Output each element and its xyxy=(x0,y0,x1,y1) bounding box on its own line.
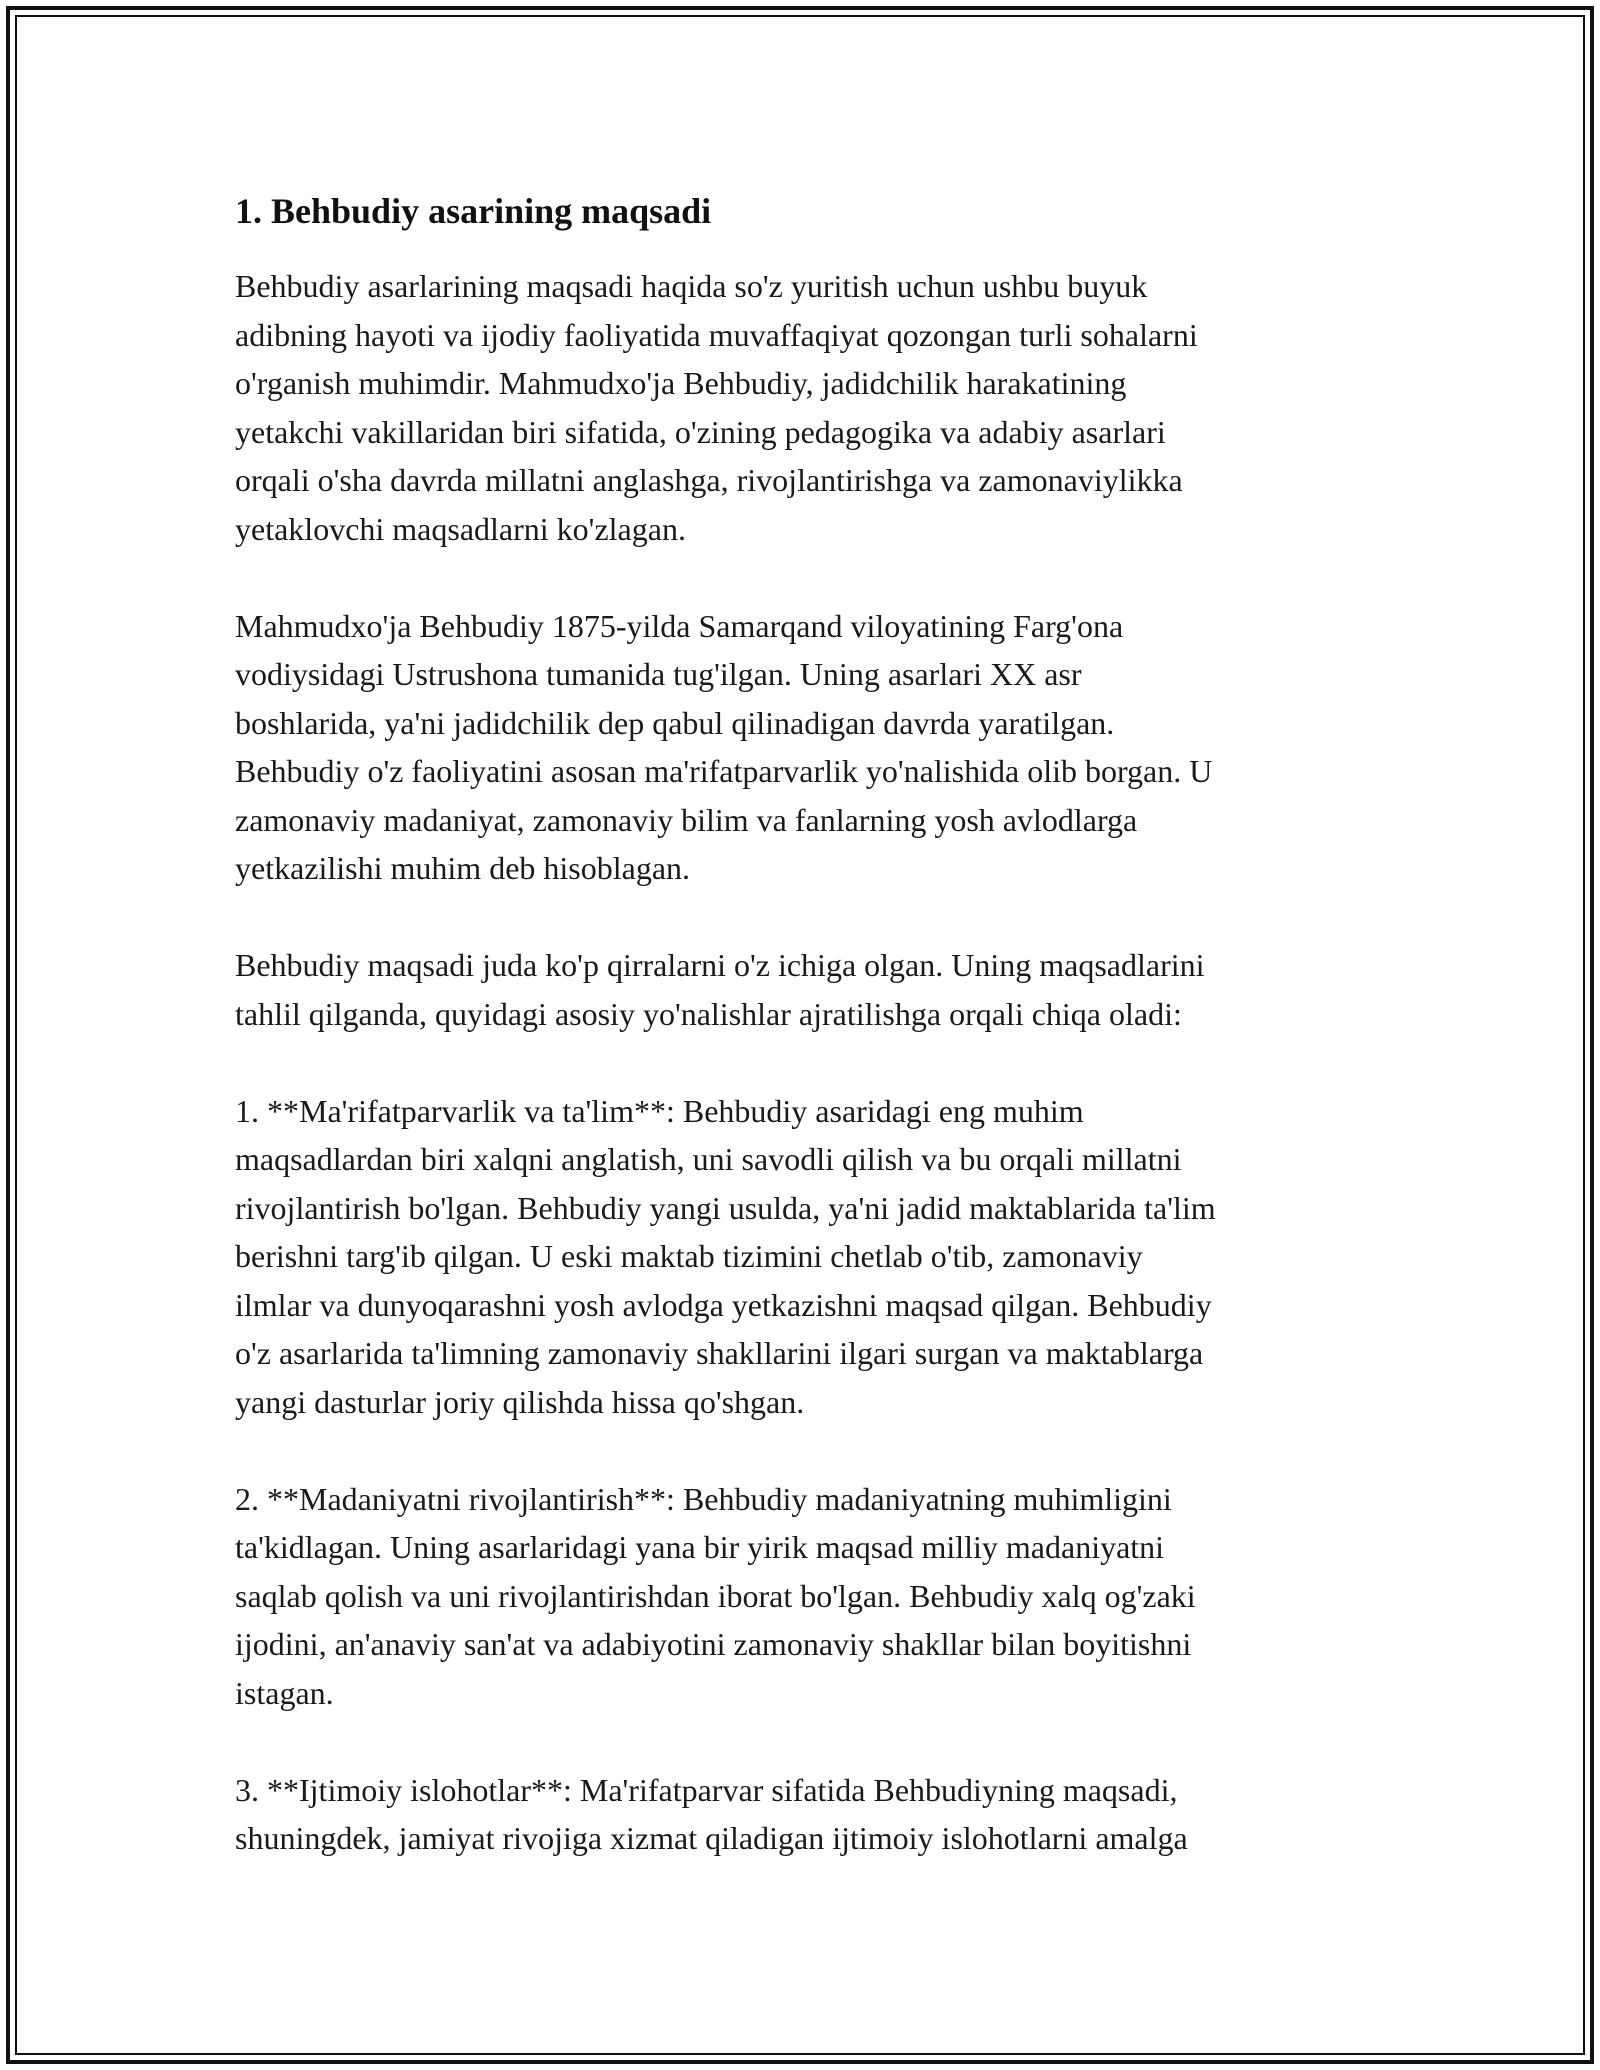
paragraph-item-education: 1. **Ma'rifatparvarlik va ta'lim**: Behbudiy asaridagi eng muhim maqsadlardan biri xalqni anglatish, uni savodli qilish va bu orqali millatni rivojlantirish bo'lgan. Behbudiy yangi usulda, ya'ni jadid maktablarida ta'lim berishni targ'ib qilgan. U eski maktab tizimini chetlab o'tib, zamonaviy ilmlar va dunyoqarashni yosh avlodga yetkazishni maqsad qilgan. Behbudiy o'z asarlarida ta'limning zamonaviy shakllarini ilgari surgan va maktablarga yangi dasturlar joriy qilishda hissa qo'shgan. xyxy=(235,1092,1216,1420)
paragraph-biography: Mahmudxo'ja Behbudiy 1875-yilda Samarqand viloyatining Farg'ona vodiysidagi Ustrushona tumanida tug'ilgan. Uning asarlari XX asr boshlarida, ya'ni jadidchilik dep qabul qilinadigan davrda yaratilgan. Behbudiy o'z faoliyatini asosan ma'rifatparvarlik yo'nalishida olib borgan. U zamonaviy madaniyat, zamonaviy bilim va fanlarning yosh avlodlarga yetkazilishi muhim deb hisoblagan. xyxy=(235,607,1213,886)
paragraph-item-social-reforms: 3. **Ijtimoiy islohotlar**: Ma'rifatparvar sifatida Behbudiyning maqsadi, shuningdek, jamiyat rivojiga xizmat qiladigan ijtimoiy islohotlarni amalga xyxy=(235,1771,1188,1856)
paragraph-intro: Behbudiy asarlarining maqsadi haqida so'z yuritish uchun ushbu buyuk adibning hayoti va ijodiy faoliyatida muvaffaqiyat qozongan turli sohalarni o'rganish muhimdir. Mahmudxo'ja Behbudiy, jadidchilik harakatining yetakchi vakillaridan biri sifatida, o'zining pedagogika va adabiy asarlari orqali o'sha davrda millatni anglashga, rivojlantirishga va zamonaviylikka yetaklovchi maqsadlarni ko'zlagan. xyxy=(235,268,1198,547)
document-body xyxy=(235,186,1375,1863)
paragraph-goals-overview: Behbudiy maqsadi juda ko'p qirralarni o'z ichiga olgan. Uning maqsadlarini tahlil qilganda, quyidagi asosiy yo'nalishlar ajratilishga orqali chiqa oladi: xyxy=(235,947,1205,1032)
section-heading: 1. Behbudiy asarining maqsadi xyxy=(235,191,712,231)
paragraph-item-culture: 2. **Madaniyatni rivojlantirish**: Behbudiy madaniyatning muhimligini ta'kidlagan. Uning asarlaridagi yana bir yirik maqsad milliy madaniyatni saqlab qolish va uni rivojlantirishdan iborat bo'lgan. Behbudiy xalq og'zaki ijodini, an'anaviy san'at va adabiyotini zamonaviy shakllar bilan boyitishni istagan. xyxy=(235,1480,1196,1711)
